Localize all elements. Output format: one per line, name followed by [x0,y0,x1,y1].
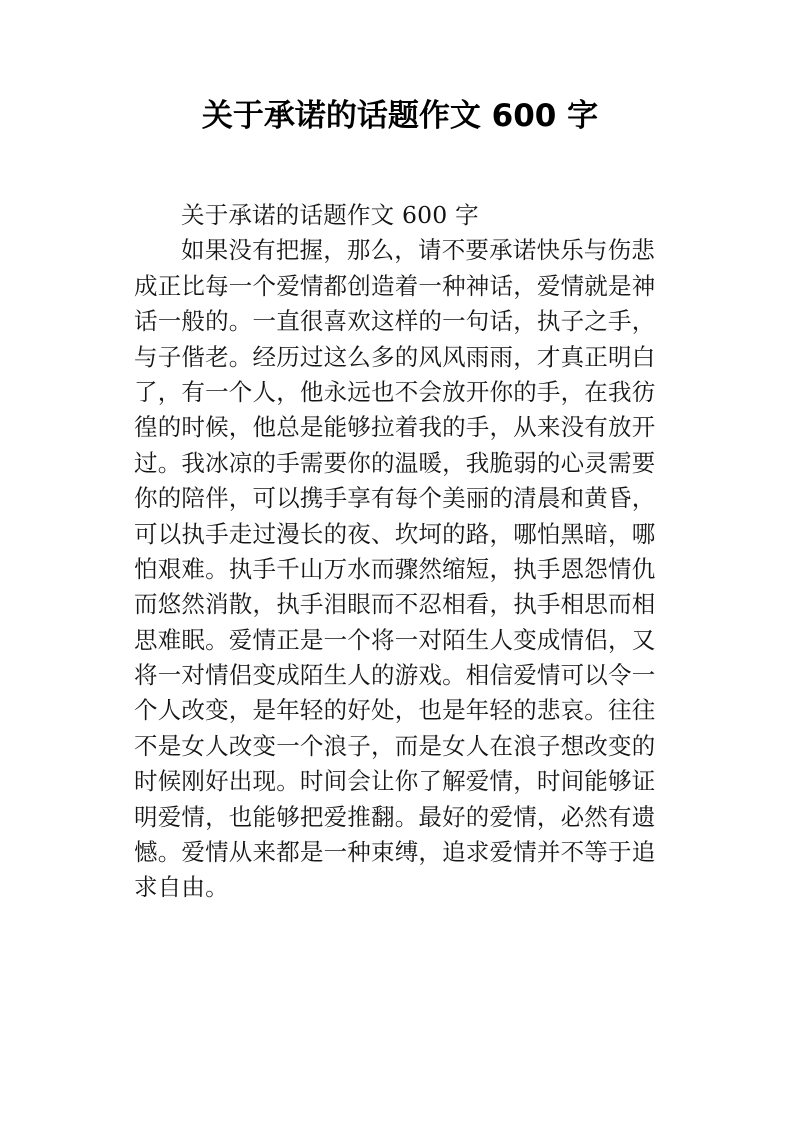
document-subtitle: 关于承诺的话题作文 600 字 [181,201,479,229]
paragraph-line: 而悠然消散，执手泪眼而不忍相看，执手相思而相 [134,590,656,619]
paragraph-line: 可以执手走过漫长的夜、坎坷的路，哪怕黑暗，哪 [134,519,656,548]
paragraph-line: 如果没有把握，那么，请不要承诺快乐与伤悲 [181,236,655,265]
paragraph-line: 成正比每一个爱情都创造着一种神话，爱情就是神 [134,271,656,300]
document-title: 关于承诺的话题作文 600 字 [201,98,599,134]
paragraph-line: 你的陪伴，可以携手享有每个美丽的清晨和黄昏， [134,484,656,513]
paragraph-line: 思难眠。爱情正是一个将一对陌生人变成情侣，又 [134,625,656,654]
paragraph-line: 时候刚好出现。时间会让你了解爱情，时间能够证 [134,767,656,796]
paragraph-line: 了，有一个人，他永远也不会放开你的手，在我彷 [134,377,656,406]
paragraph-line: 明爱情，也能够把爱推翻。最好的爱情，必然有遗 [134,802,656,831]
paragraph-line: 憾。爱情从来都是一种束缚，追求爱情并不等于追 [134,838,656,867]
paragraph-line: 将一对情侣变成陌生人的游戏。相信爱情可以令一 [134,661,656,690]
document-body [134,198,674,906]
paragraph-line: 与子偕老。经历过这么多的风风雨雨，才真正明白 [134,342,656,371]
paragraph-line: 个人改变，是年轻的好处，也是年轻的悲哀。往往 [134,696,656,725]
paragraph-line: 徨的时候，他总是能够拉着我的手，从来没有放开 [134,413,656,442]
paragraph-line: 怕艰难。执手千山万水而骤然缩短，执手恩怨情仇 [134,554,656,583]
paragraph-line: 话一般的。一直很喜欢这样的一句话，执子之手， [134,307,656,336]
paragraph-line: 过。我冰凉的手需要你的温暖，我脆弱的心灵需要 [134,448,656,477]
paragraph-line: 不是女人改变一个浪子，而是女人在浪子想改变的 [134,731,656,760]
paragraph-line: 求自由。 [134,873,229,902]
